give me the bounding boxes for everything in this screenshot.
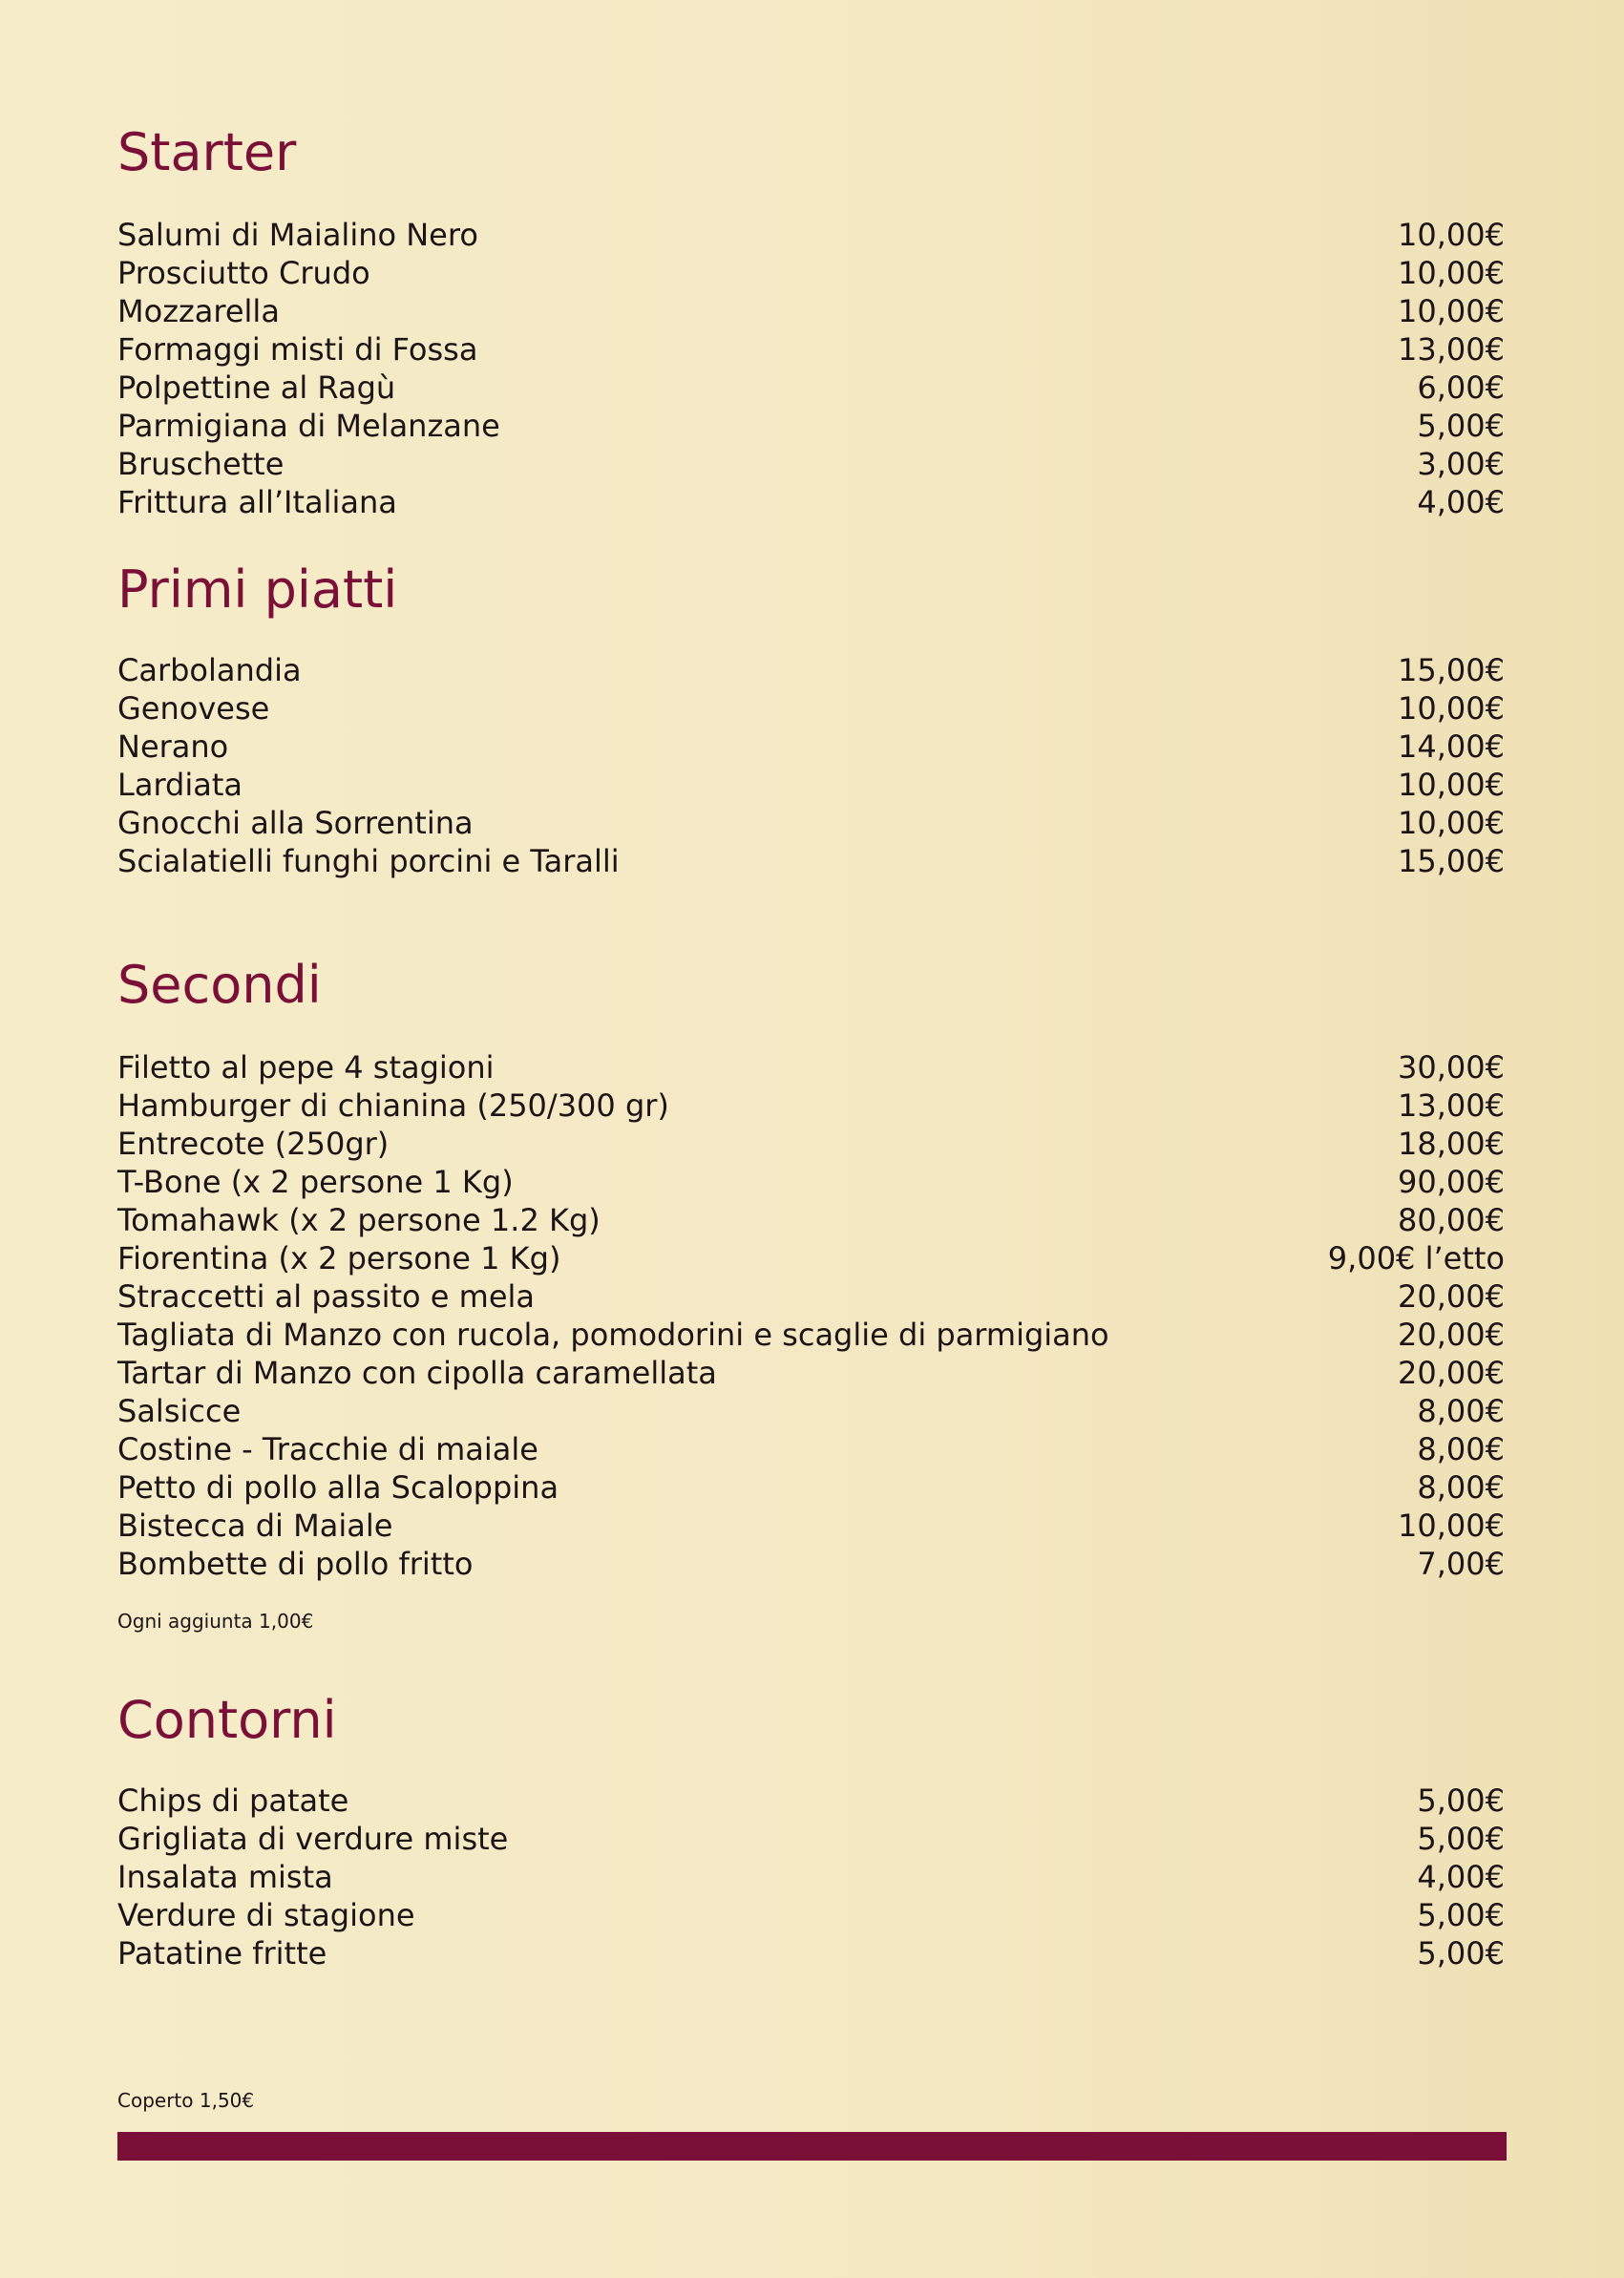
menu-item <box>117 651 1505 689</box>
footer-bar <box>117 2132 1507 2161</box>
item-name: Prosciutto Crudo <box>117 255 370 291</box>
item-name: Scialatielli funghi porcini e Taralli <box>117 843 620 879</box>
menu-item <box>117 1125 1505 1163</box>
menu-list <box>117 1048 1505 1583</box>
item-name: Entrecote (250gr) <box>117 1126 390 1162</box>
menu-item <box>117 689 1505 728</box>
menu-item <box>117 1468 1505 1507</box>
item-price: 4,00€ <box>1417 484 1505 520</box>
menu-item <box>117 728 1505 766</box>
menu-item <box>117 407 1505 445</box>
item-name: Formaggi misti di Fossa <box>117 331 478 368</box>
item-price: 20,00€ <box>1398 1278 1505 1315</box>
item-price: 5,00€ <box>1417 1897 1505 1933</box>
menu-item <box>117 1163 1505 1201</box>
item-name: Polpettine al Ragù <box>117 369 396 406</box>
item-price: 10,00€ <box>1398 1508 1505 1544</box>
item-price: 15,00€ <box>1398 843 1505 879</box>
item-name: Bombette di pollo fritto <box>117 1546 474 1582</box>
menu-item <box>117 1934 1505 1972</box>
menu-item <box>117 330 1505 369</box>
item-name: T-Bone (x 2 persone 1 Kg) <box>117 1164 514 1200</box>
menu-item <box>117 216 1505 254</box>
item-price: 18,00€ <box>1398 1126 1505 1162</box>
menu-item <box>117 766 1505 804</box>
menu-item <box>117 1782 1505 1820</box>
item-name: Frittura all’Italiana <box>117 484 397 520</box>
item-name: Gnocchi alla Sorrentina <box>117 805 474 841</box>
item-name: Hamburger di chianina (250/300 gr) <box>117 1087 669 1124</box>
item-name: Tomahawk (x 2 persone 1.2 Kg) <box>117 1202 601 1238</box>
item-name: Tagliata di Manzo con rucola, pomodorini e scaglie di parmigiano <box>117 1317 1109 1353</box>
item-price: 5,00€ <box>1417 1935 1505 1972</box>
item-name: Costine - Tracchie di maiale <box>117 1431 538 1467</box>
addition-note: Ogni aggiunta 1,00€ <box>117 1610 314 1633</box>
item-price: 13,00€ <box>1398 1087 1505 1124</box>
menu-item <box>117 1392 1505 1430</box>
menu-list <box>117 1782 1505 1972</box>
item-price: 8,00€ <box>1417 1393 1505 1429</box>
item-name: Patatine fritte <box>117 1935 327 1972</box>
menu-item <box>117 804 1505 842</box>
item-name: Salumi di Maialino Nero <box>117 217 478 253</box>
item-name: Fiorentina (x 2 persone 1 Kg) <box>117 1240 561 1276</box>
item-name: Lardiata <box>117 767 243 803</box>
item-name: Nerano <box>117 728 229 765</box>
menu-item <box>117 842 1505 880</box>
section-title: Primi piatti <box>117 559 398 620</box>
item-name: Verdure di stagione <box>117 1897 415 1933</box>
item-name: Bruschette <box>117 446 285 482</box>
menu-item <box>117 483 1505 521</box>
menu-item <box>117 1545 1505 1583</box>
menu-item <box>117 292 1505 330</box>
item-name: Bistecca di Maiale <box>117 1508 393 1544</box>
section-title: Starter <box>117 122 297 182</box>
menu-item <box>117 1507 1505 1545</box>
item-price: 5,00€ <box>1417 1821 1505 1857</box>
item-price: 3,00€ <box>1417 446 1505 482</box>
menu-item <box>117 369 1505 407</box>
item-price: 10,00€ <box>1398 293 1505 329</box>
item-price: 8,00€ <box>1417 1431 1505 1467</box>
item-name: Filetto al pepe 4 stagioni <box>117 1049 495 1086</box>
item-price: 14,00€ <box>1398 728 1505 765</box>
item-price: 5,00€ <box>1417 408 1505 444</box>
item-name: Insalata mista <box>117 1859 333 1895</box>
item-name: Parmigiana di Melanzane <box>117 408 500 444</box>
menu-item <box>117 1896 1505 1934</box>
item-price: 10,00€ <box>1398 217 1505 253</box>
menu-item <box>117 1239 1505 1277</box>
item-price: 20,00€ <box>1398 1317 1505 1353</box>
item-name: Chips di patate <box>117 1782 349 1819</box>
item-price: 20,00€ <box>1398 1355 1505 1391</box>
item-price: 30,00€ <box>1398 1049 1505 1086</box>
item-price: 9,00€ l’etto <box>1327 1240 1505 1276</box>
item-price: 15,00€ <box>1398 652 1505 688</box>
menu-item <box>117 445 1505 483</box>
menu-item <box>117 1354 1505 1392</box>
menu-item <box>117 1277 1505 1316</box>
menu-item <box>117 254 1505 292</box>
item-name: Genovese <box>117 690 270 727</box>
item-price: 10,00€ <box>1398 805 1505 841</box>
menu-item <box>117 1086 1505 1125</box>
item-price: 80,00€ <box>1398 1202 1505 1238</box>
menu-item <box>117 1201 1505 1239</box>
item-price: 13,00€ <box>1398 331 1505 368</box>
section-title: Contorni <box>117 1690 337 1750</box>
menu-item <box>117 1858 1505 1896</box>
item-price: 8,00€ <box>1417 1469 1505 1506</box>
menu-item <box>117 1820 1505 1858</box>
item-price: 10,00€ <box>1398 767 1505 803</box>
item-price: 90,00€ <box>1398 1164 1505 1200</box>
menu-item <box>117 1316 1505 1354</box>
menu-list <box>117 651 1505 880</box>
item-name: Mozzarella <box>117 293 280 329</box>
cover-charge-note: Coperto 1,50€ <box>117 2089 255 2112</box>
menu-list <box>117 216 1505 521</box>
item-name: Tartar di Manzo con cipolla caramellata <box>117 1355 717 1391</box>
item-price: 10,00€ <box>1398 690 1505 727</box>
item-price: 6,00€ <box>1417 369 1505 406</box>
item-name: Petto di pollo alla Scaloppina <box>117 1469 559 1506</box>
item-name: Salsicce <box>117 1393 242 1429</box>
menu-item <box>117 1048 1505 1086</box>
section-title: Secondi <box>117 955 322 1015</box>
item-name: Grigliata di verdure miste <box>117 1821 509 1857</box>
menu-item <box>117 1430 1505 1468</box>
item-name: Straccetti al passito e mela <box>117 1278 535 1315</box>
item-price: 5,00€ <box>1417 1782 1505 1819</box>
item-price: 4,00€ <box>1417 1859 1505 1895</box>
item-price: 10,00€ <box>1398 255 1505 291</box>
item-price: 7,00€ <box>1417 1546 1505 1582</box>
item-name: Carbolandia <box>117 652 302 688</box>
